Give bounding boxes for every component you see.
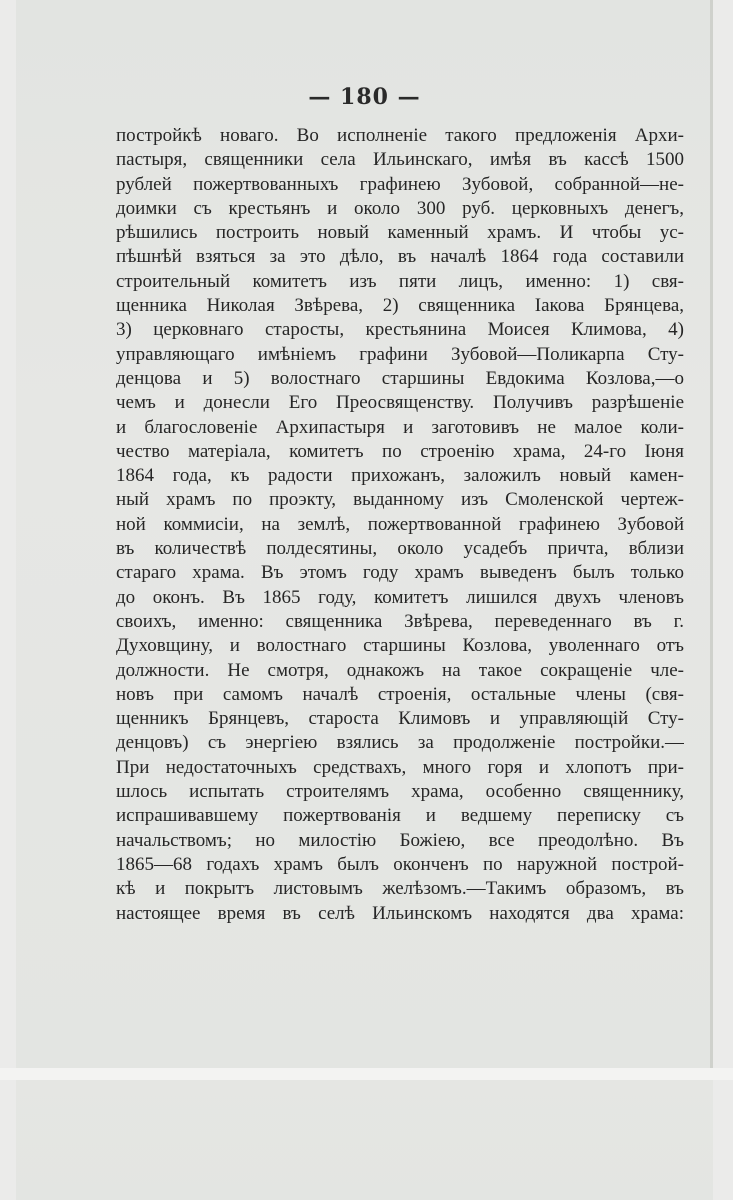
text-line: Духовщину, и волостнаго старшины Козлова, уволеннаго отъ xyxy=(116,635,684,657)
text-line: шлось испытать строителямъ храма, особенно священнику, xyxy=(116,781,684,803)
text-line: управляющаго имѣніемъ графини Зубовой—Поликарпа Сту- xyxy=(116,343,684,365)
page-text xyxy=(116,124,684,926)
text-line: рѣшились построить новый каменный храмъ. И чтобы ус- xyxy=(116,222,684,244)
text-line: ный храмъ по проэкту, выданному изъ Смоленской чертеж- xyxy=(116,489,684,511)
page-separator xyxy=(0,1068,733,1080)
text-line: 1865—68 годахъ храмъ былъ оконченъ по наружной построй- xyxy=(116,853,684,875)
text-line: стараго храма. Въ этомъ году храмъ выведенъ былъ только xyxy=(116,562,684,584)
text-line: новъ при самомъ началѣ строенія, остальные члены (свя- xyxy=(116,683,684,705)
text-line: постройкѣ новаго. Во исполненіе такого предложенія Архи- xyxy=(116,125,684,146)
text-line: настоящее время въ селѣ Ильинскомъ находятся два храма: xyxy=(116,902,684,924)
text-line: щенникъ Брянцевъ, староста Климовъ и управляющій Сту- xyxy=(116,708,684,730)
text-line: доимки съ крестьянъ и около 300 руб. церковныхъ денегъ, xyxy=(116,197,684,219)
text-line: пѣшнѣй взяться за это дѣло, въ началѣ 1864 года составили xyxy=(116,246,684,268)
next-scanned-page xyxy=(16,1080,713,1200)
text-line: щенника Николая Звѣрева, 2) священника Іакова Брянцева, xyxy=(116,295,684,317)
text-line: ной коммисіи, на землѣ, пожертвованной графинею Зубовой xyxy=(116,513,684,535)
text-line: При недостаточныхъ средствахъ, много горя и хлопотъ при- xyxy=(116,756,684,778)
text-line: должности. Не смотря, однакожъ на такое сокращеніе чле- xyxy=(116,659,684,681)
text-line: строительный комитетъ изъ пяти лицъ, именно: 1) свя- xyxy=(116,270,684,292)
page-number: — 180 — xyxy=(308,84,421,110)
text-line: въ количествѣ полдесятины, около усадебъ причта, вблизи xyxy=(116,538,684,560)
text-line: чество матеріала, комитетъ по строенію храма, 24-го Іюня xyxy=(116,440,684,462)
text-line: 3) церковнаго старосты, крестьянина Моисея Климова, 4) xyxy=(116,319,684,341)
text-line: начальствомъ; но милостію Божіею, все преодолѣно. Въ xyxy=(116,829,684,851)
text-line: до оконъ. Въ 1865 году, комитетъ лишился двухъ членовъ xyxy=(116,586,684,608)
text-line: денцовъ) съ энергіею взялись за продолженіе постройки.— xyxy=(116,732,684,754)
text-line: чемъ и донесли Его Преосвященству. Получивъ разрѣшеніе xyxy=(116,392,684,414)
text-line: кѣ и покрытъ листовымъ желѣзомъ.—Такимъ образомъ, въ xyxy=(116,878,684,900)
text-line: рублей пожертвованныхъ графинею Зубовой, собранной—не- xyxy=(116,173,684,195)
scanned-page xyxy=(16,0,713,1068)
text-line: и благословеніе Архипастыря и заготовивъ не малое коли- xyxy=(116,416,684,438)
text-line: своихъ, именно: священника Звѣрева, переведеннаго въ г. xyxy=(116,610,684,632)
text-line: испрашивавшему пожертвованія и ведшему переписку съ xyxy=(116,805,684,827)
text-line: 1864 года, къ радости прихожанъ, заложилъ новый камен- xyxy=(116,465,684,487)
text-line: пастыря, священники села Ильинскаго, имѣя въ кассѣ 1500 xyxy=(116,149,684,171)
text-line: денцова и 5) волостнаго старшины Евдокима Козлова,—о xyxy=(116,367,684,389)
page-edge xyxy=(710,0,713,1068)
